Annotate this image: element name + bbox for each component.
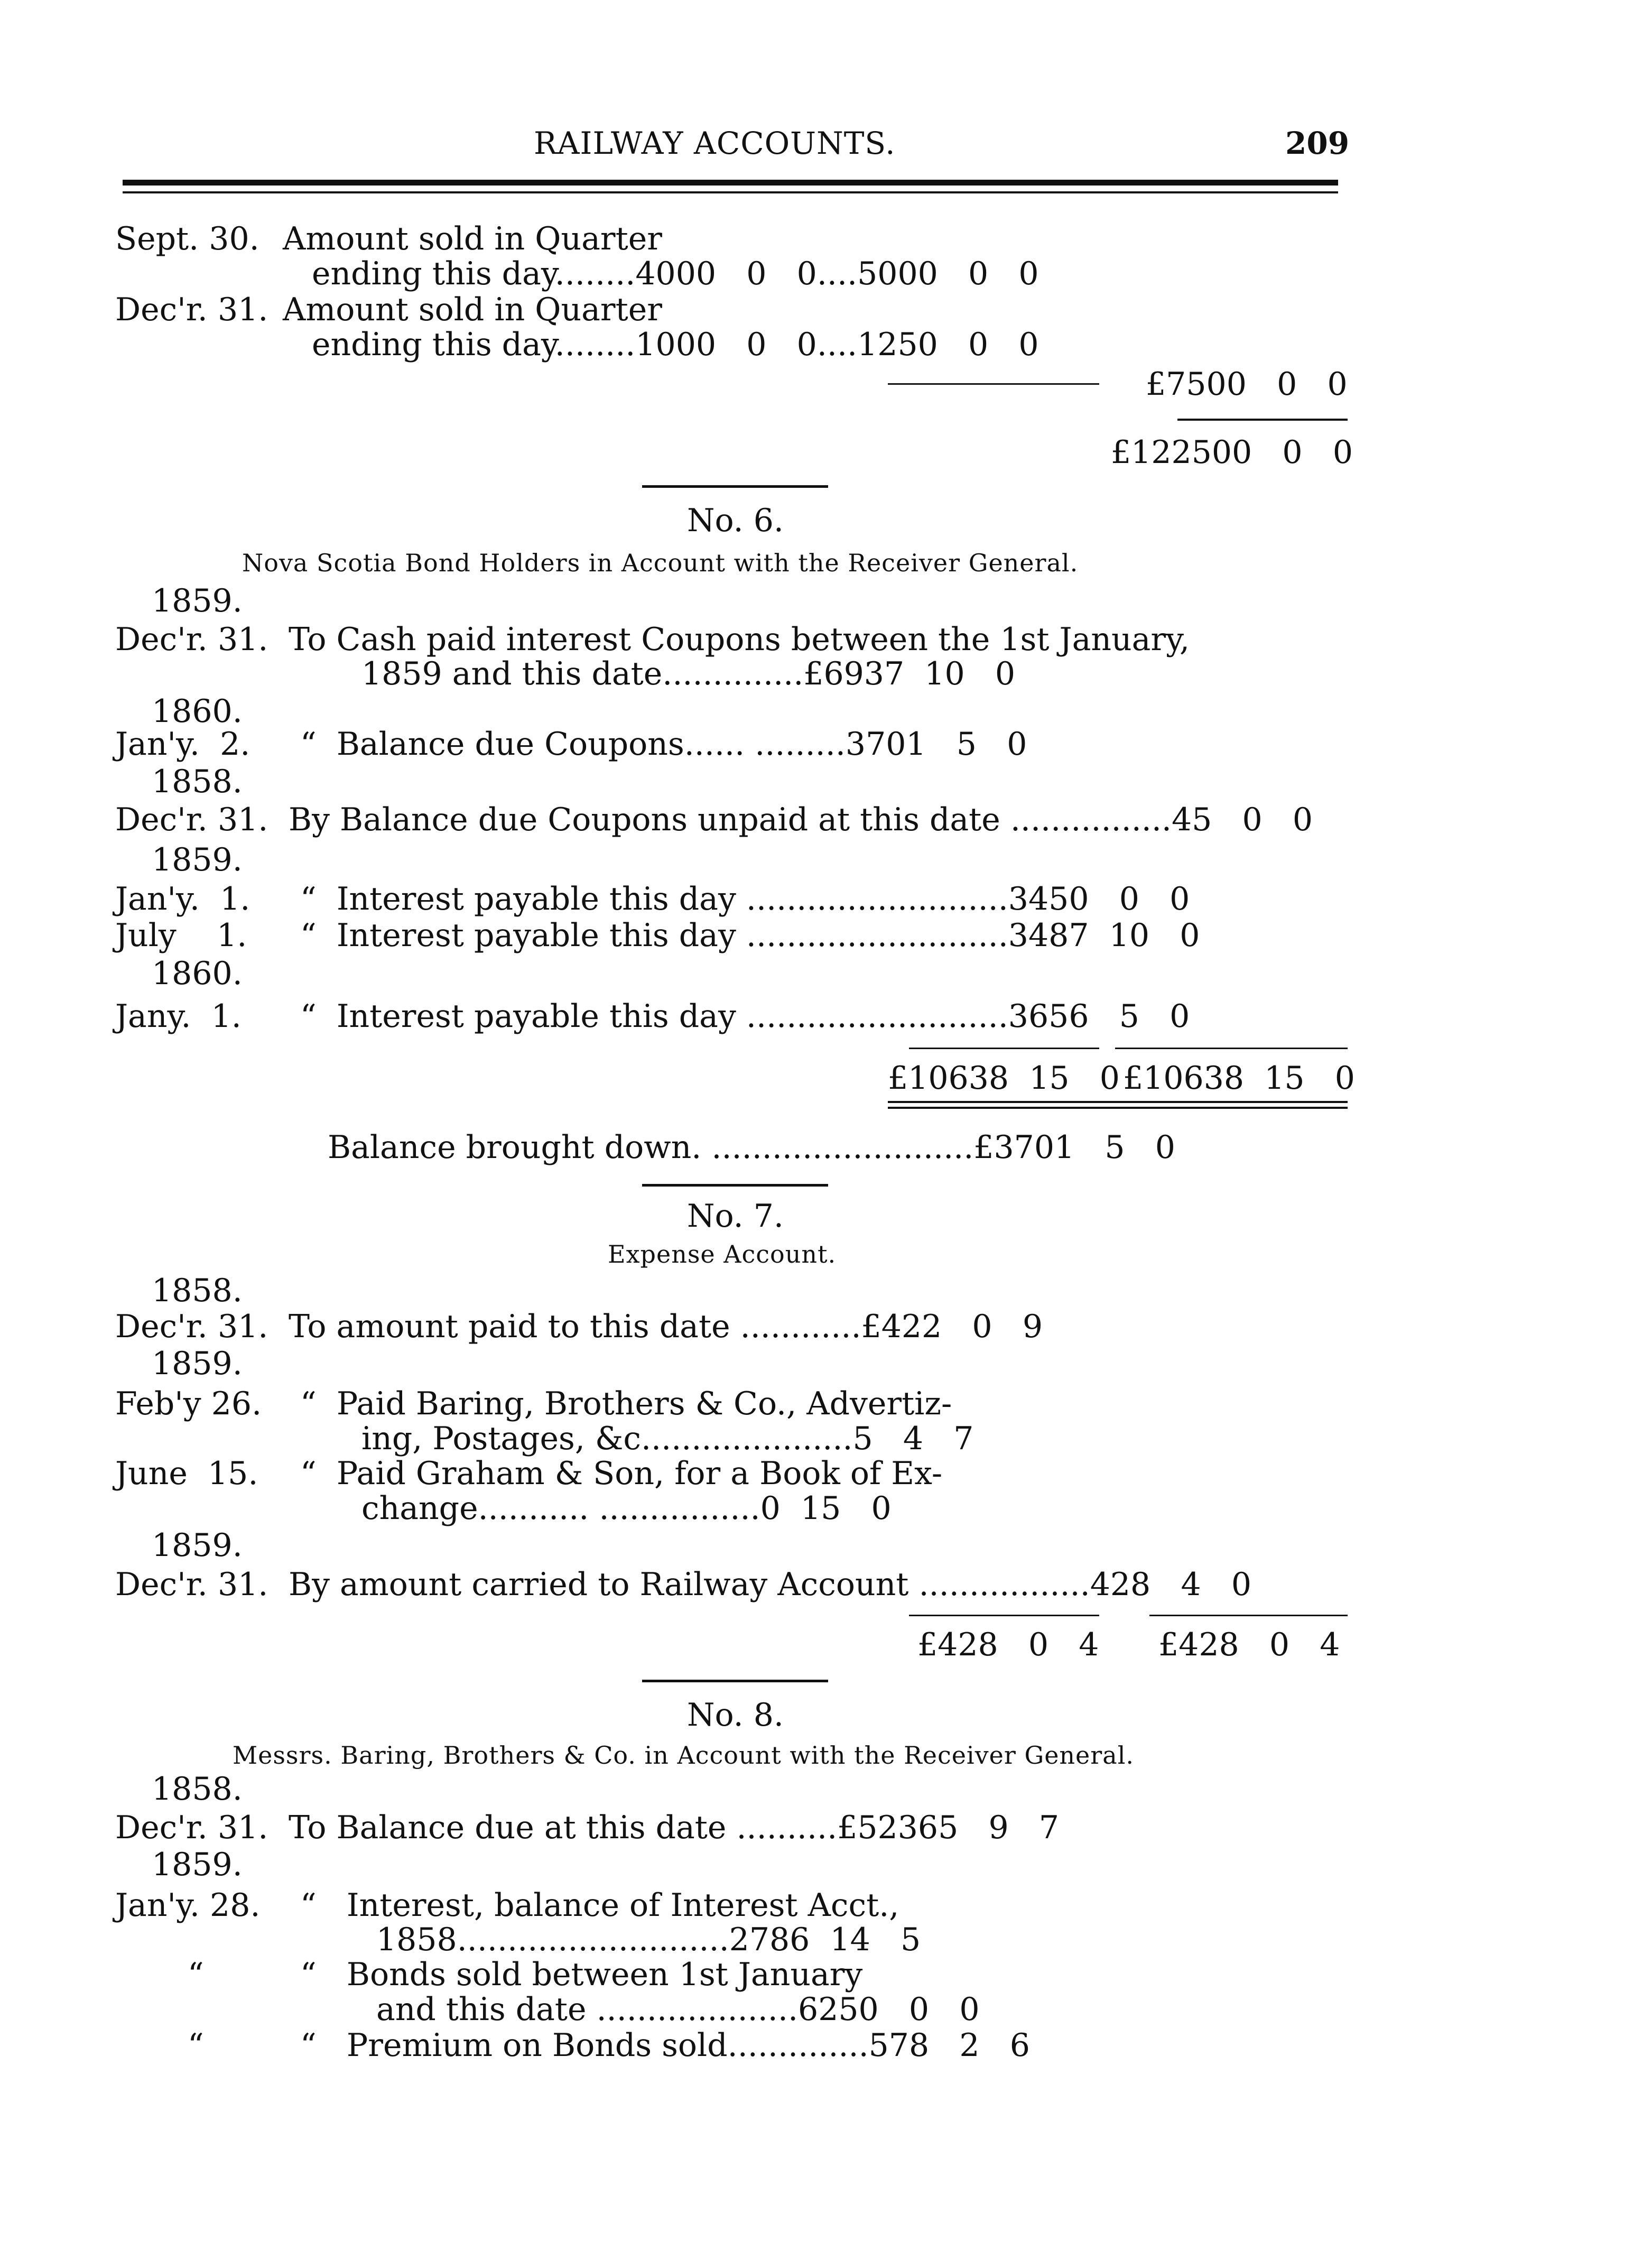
entry-date: 1860. [152,693,243,730]
entry-text: 1858...........................2786 14 5 [376,1921,921,1958]
entry-date: Jan'y. 1. [115,881,250,918]
entry-date: 1859. [152,582,243,619]
entry-date: 1859. [152,1345,243,1382]
entry-date: Dec'r. 31. [115,621,268,658]
header-rule-thin [123,191,1338,193]
section-title: Expense Account. [608,1240,837,1268]
section-number: No. 7. [687,1198,784,1235]
entry-date: 1858. [152,1272,243,1309]
credit-total: £10638 15 0 [1123,1060,1355,1097]
entry-date: 1859. [152,1527,243,1564]
entry-text: By Balance due Coupons unpaid at this date ................45 0 0 [289,801,1313,838]
entry-text: To amount paid to this date ............£422 0 9 [289,1308,1043,1345]
entry-date: “ [188,2027,204,2064]
entry-date: July 1. [115,917,247,954]
running-head: RAILWAY ACCOUNTS. [534,125,896,161]
total-double-rule [888,1101,1348,1103]
section-title: Messrs. Baring, Brothers & Co. in Account with the Receiver General. [233,1741,1135,1770]
sum-rule-right [1149,1615,1348,1616]
entry-date: 1859. [152,1846,243,1883]
debit-total: £428 0 4 [917,1626,1099,1663]
section-number: No. 6. [687,502,784,539]
entry-text: “ Interest payable this day ..........................3450 0 0 [300,881,1190,918]
entry-date: Sept. 30. [115,220,259,257]
page-number: 209 [1285,125,1350,161]
entry-text: To Balance due at this date ..........£52365 9 7 [289,1809,1060,1846]
entry-text: ing, Postages, &c.....................5 4 7 [361,1420,974,1457]
sum-rule [888,383,1099,385]
entry-date: Dec'r. 31. [115,1566,268,1603]
sum-rule-left [909,1048,1099,1049]
entry-date: 1858. [152,1771,243,1808]
credit-total: £428 0 4 [1158,1626,1340,1663]
section-number: No. 8. [687,1697,784,1734]
entry-text: and this date ....................6250 0 0 [376,1991,980,2028]
balance-line: Balance brought down. ..........................£3701 5 0 [328,1129,1175,1166]
section-title: Nova Scotia Bond Holders in Account with the Receiver General. [242,549,1079,577]
entry-date: Dec'r. 31. [115,801,268,838]
entry-date: Jany. 1. [115,998,242,1035]
entry-text: Amount sold in Quarter [283,220,662,257]
entry-date: June 15. [115,1455,258,1492]
entry-date: Feb'y 26. [115,1385,262,1422]
entry-text: “ Bonds sold between 1st January [300,1956,863,1993]
entry-text: By amount carried to Railway Account .................428 4 0 [289,1566,1252,1603]
header-rule-thick [123,180,1338,186]
entry-date: “ [188,1956,204,1993]
entry-text: “ Interest, balance of Interest Acct., [300,1887,899,1924]
entry-date: Dec'r. 31. [115,291,268,328]
entry-text: ending this day........1000 0 0....1250 0 0 [312,326,1039,363]
subtotal-amount: £7500 0 0 [1146,366,1348,403]
entry-text: “ Paid Baring, Brothers & Co., Advertiz- [300,1385,952,1422]
entry-text: To Cash paid interest Coupons between the 1st January, [289,621,1190,658]
entry-date: Dec'r. 31. [115,1308,268,1345]
section-divider [642,1184,828,1187]
entry-text: Amount sold in Quarter [283,291,662,328]
debit-total: £10638 15 0 [888,1060,1120,1097]
entry-date: 1859. [152,841,243,878]
total-amount: £122500 0 0 [1111,434,1353,471]
section-divider [642,1680,828,1682]
entry-text: “ Interest payable this day ..........................3656 5 0 [300,998,1190,1035]
entry-text: “ Balance due Coupons...... .........3701 5 0 [300,726,1027,763]
section-divider [642,485,828,488]
entry-text: “ Premium on Bonds sold..............578 2 6 [300,2027,1030,2064]
entry-date: Jan'y. 2. [115,726,250,763]
entry-text: “ Paid Graham & Son, for a Book of Ex- [300,1455,943,1492]
entry-text: ending this day........4000 0 0....5000 0 0 [312,255,1039,292]
total-double-rule [888,1107,1348,1109]
entry-text: 1859 and this date..............£6937 10 0 [361,655,1016,692]
entry-date: 1858. [152,763,243,800]
entry-text: change........... ................0 15 0 [361,1490,892,1527]
entry-date: 1860. [152,955,243,992]
entry-date: Dec'r. 31. [115,1809,268,1846]
entry-text: “ Interest payable this day ..........................3487 10 0 [300,917,1200,954]
sum-rule-left [909,1615,1099,1616]
sum-rule [1177,419,1348,421]
entry-date: Jan'y. 28. [115,1887,261,1924]
sum-rule-right [1115,1048,1348,1049]
